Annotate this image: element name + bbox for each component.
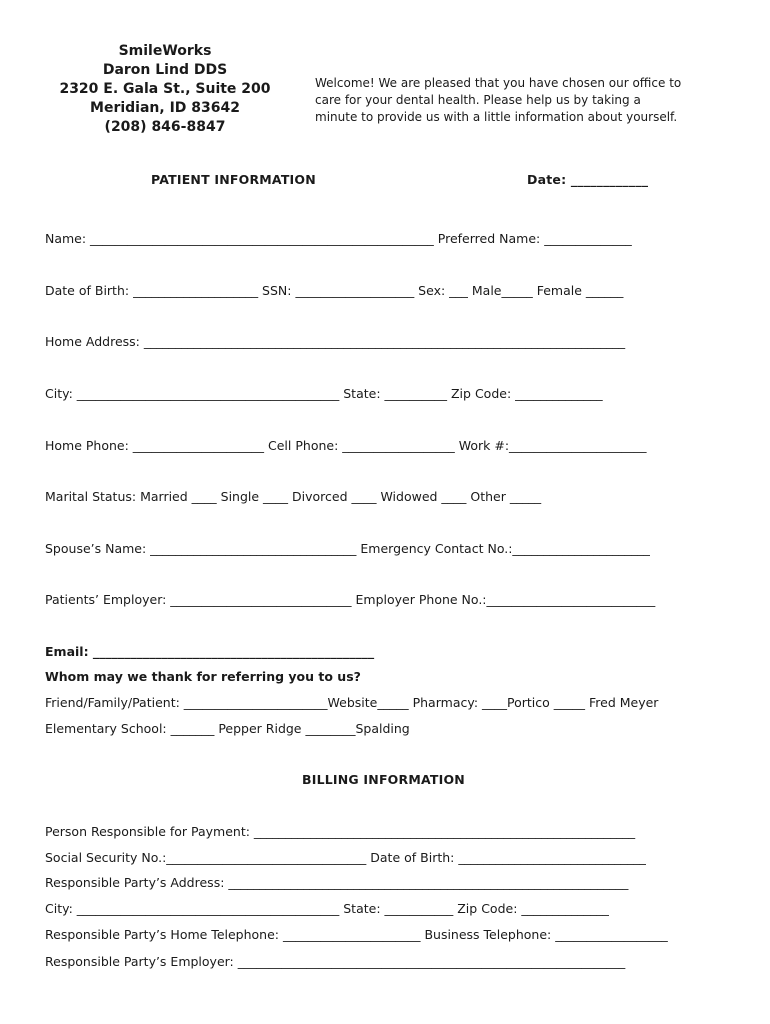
email-line[interactable]: Email: _____________________________________________ (45, 644, 375, 659)
name-line[interactable]: Name: _______________________________________________________ Preferred Name: ______________ (45, 231, 632, 246)
employer-line[interactable]: Patients’ Employer: _____________________________ Employer Phone No.:___________________________ (45, 592, 656, 607)
spouse-emergency-line[interactable]: Spouse’s Name: _________________________________ Emergency Contact No.:______________________ (45, 541, 650, 556)
patient-info-title: PATIENT INFORMATION (151, 172, 316, 187)
city-state-zip-line[interactable]: City: __________________________________________ State: __________ Zip Code: ______________ (45, 386, 603, 401)
date-field[interactable]: Date: ____________ (527, 172, 649, 187)
welcome-line-2: care for your dental health. Please help us by taking a (315, 93, 641, 107)
marital-status-line[interactable]: Marital Status: Married ____ Single ____ Divorced ____ Widowed ____ Other _____ (45, 489, 542, 504)
responsible-person-line[interactable]: Person Responsible for Payment: _____________________________________________________________ (45, 824, 636, 839)
street-address: 2320 E. Gala St., Suite 200 (59, 81, 271, 97)
billing-address-line[interactable]: Responsible Party’s Address: ________________________________________________________________ (45, 875, 629, 890)
doctor-name: Daron Lind DDS (102, 62, 228, 78)
welcome-line-1: Welcome! We are pleased that you have chosen our office to (315, 76, 682, 90)
dob-ssn-sex-line[interactable]: Date of Birth: ____________________ SSN: ___________________ Sex: ___ Male_____ Female ______ (45, 283, 624, 298)
referral-question: Whom may we thank for referring you to us? (45, 669, 361, 684)
practice-name: SmileWorks (118, 43, 212, 59)
welcome-message (315, 75, 715, 126)
billing-phones-line[interactable]: Responsible Party’s Home Telephone: ______________________ Business Telephone: __________________ (45, 927, 668, 942)
billing-city-state-zip-line[interactable]: City: __________________________________________ State: ___________ Zip Code: ______________ (45, 901, 609, 916)
billing-info-title: BILLING INFORMATION (302, 772, 465, 787)
phone-numbers-line[interactable]: Home Phone: _____________________ Cell Phone: __________________ Work #:______________________ (45, 438, 647, 453)
welcome-line-3: minute to provide us with a little information about yourself. (315, 110, 678, 124)
billing-ssn-dob-line[interactable]: Social Security No.:________________________________ Date of Birth: ______________________________ (45, 850, 646, 865)
referral-options-line-2[interactable]: Elementary School: _______ Pepper Ridge ________Spalding (45, 721, 410, 736)
home-address-line[interactable]: Home Address: _____________________________________________________________________________ (45, 334, 626, 349)
practice-phone: (208) 846-8847 (104, 119, 226, 135)
referral-options-line-1[interactable]: Friend/Family/Patient: _______________________Website_____ Pharmacy: ____Portico _____ Fred Meyer (45, 695, 659, 710)
city-state-zip: Meridian, ID 83642 (90, 100, 240, 116)
practice-header (50, 42, 280, 137)
billing-employer-line[interactable]: Responsible Party’s Employer: ______________________________________________________________ (45, 954, 626, 969)
